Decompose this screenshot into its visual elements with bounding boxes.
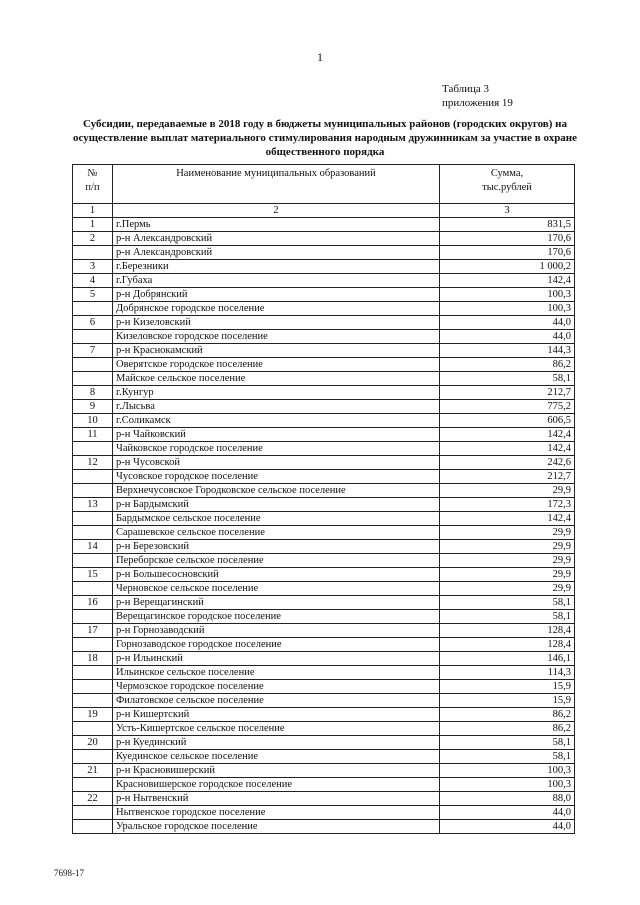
cell-number: 18 xyxy=(73,652,113,666)
cell-sum: 44,0 xyxy=(440,820,575,834)
table-row xyxy=(73,456,575,470)
cell-sum: 144,3 xyxy=(440,344,575,358)
table-row xyxy=(73,610,575,624)
cell-number xyxy=(73,610,113,624)
table-row xyxy=(73,512,575,526)
cell-number: 9 xyxy=(73,400,113,414)
cell-sum: 1 000,2 xyxy=(440,260,575,274)
cell-number: 11 xyxy=(73,428,113,442)
table-row xyxy=(73,680,575,694)
table-row xyxy=(73,708,575,722)
cell-name: Верещагинское городское поселение xyxy=(113,610,440,624)
cell-name: Кизеловское городское поселение xyxy=(113,330,440,344)
cell-number: 7 xyxy=(73,344,113,358)
cell-sum: 128,4 xyxy=(440,624,575,638)
footer-code: 7698-17 xyxy=(54,868,84,878)
cell-number: 14 xyxy=(73,540,113,554)
table-row xyxy=(73,652,575,666)
cell-name: Нытвенское городское поселение xyxy=(113,806,440,820)
cell-name: р-н Кизеловский xyxy=(113,316,440,330)
cell-name: Красновишерское городское поселение xyxy=(113,778,440,792)
cell-sum: 29,9 xyxy=(440,540,575,554)
cell-number: 4 xyxy=(73,274,113,288)
cell-name: г.Кунгур xyxy=(113,386,440,400)
table-row xyxy=(73,316,575,330)
cell-number: 5 xyxy=(73,288,113,302)
cell-name: Сарашевское сельское поселение xyxy=(113,526,440,540)
page-number: 1 xyxy=(317,50,323,64)
cell-sum: 100,3 xyxy=(440,288,575,302)
cell-name: р-н Горнозаводский xyxy=(113,624,440,638)
cell-name: Филатовское сельское поселение xyxy=(113,694,440,708)
cell-sum: 29,9 xyxy=(440,582,575,596)
cell-name: Горнозаводское городское поселение xyxy=(113,638,440,652)
cell-name: Чусовское городское поселение xyxy=(113,470,440,484)
cell-sum: 58,1 xyxy=(440,610,575,624)
cell-sum: 242,6 xyxy=(440,456,575,470)
table-row xyxy=(73,498,575,512)
cell-name: р-н Добрянский xyxy=(113,288,440,302)
cell-sum: 86,2 xyxy=(440,722,575,736)
table-row xyxy=(73,330,575,344)
cell-name: Куединское сельское поселение xyxy=(113,750,440,764)
cell-number xyxy=(73,372,113,386)
cell-name: Майское сельское поселение xyxy=(113,372,440,386)
cell-sum: 29,9 xyxy=(440,526,575,540)
cell-number: 17 xyxy=(73,624,113,638)
cell-number xyxy=(73,554,113,568)
table-row xyxy=(73,232,575,246)
cell-name: Переборское сельское поселение xyxy=(113,554,440,568)
table-row xyxy=(73,722,575,736)
cell-number: 6 xyxy=(73,316,113,330)
table-row xyxy=(73,764,575,778)
cell-number: 1 xyxy=(73,218,113,232)
cell-sum: 142,4 xyxy=(440,428,575,442)
cell-number xyxy=(73,484,113,498)
cell-sum: 44,0 xyxy=(440,806,575,820)
table-row xyxy=(73,274,575,288)
table-row xyxy=(73,246,575,260)
column-number: 1 xyxy=(73,204,113,218)
cell-name: р-н Нытвенский xyxy=(113,792,440,806)
cell-sum: 606,5 xyxy=(440,414,575,428)
cell-number xyxy=(73,680,113,694)
cell-sum: 212,7 xyxy=(440,470,575,484)
cell-number: 10 xyxy=(73,414,113,428)
cell-sum: 114,3 xyxy=(440,666,575,680)
cell-sum: 15,9 xyxy=(440,694,575,708)
cell-sum: 44,0 xyxy=(440,330,575,344)
column-number: 2 xyxy=(113,204,440,218)
cell-number: 12 xyxy=(73,456,113,470)
cell-sum: 212,7 xyxy=(440,386,575,400)
cell-number: 16 xyxy=(73,596,113,610)
cell-name: г.Соликамск xyxy=(113,414,440,428)
cell-number: 15 xyxy=(73,568,113,582)
table-row xyxy=(73,792,575,806)
cell-number xyxy=(73,442,113,456)
cell-number xyxy=(73,638,113,652)
cell-name: р-н Александровский xyxy=(113,232,440,246)
cell-sum: 29,9 xyxy=(440,568,575,582)
table-row xyxy=(73,526,575,540)
table-row xyxy=(73,260,575,274)
cell-sum: 775,2 xyxy=(440,400,575,414)
cell-number xyxy=(73,526,113,540)
column-number-row xyxy=(73,204,575,218)
cell-name: р-н Красновишерский xyxy=(113,764,440,778)
column-number: 3 xyxy=(440,204,575,218)
cell-sum: 29,9 xyxy=(440,484,575,498)
cell-sum: 86,2 xyxy=(440,708,575,722)
cell-number: 22 xyxy=(73,792,113,806)
cell-number: 2 xyxy=(73,232,113,246)
table-row xyxy=(73,218,575,232)
cell-sum: 44,0 xyxy=(440,316,575,330)
cell-sum: 128,4 xyxy=(440,638,575,652)
cell-sum: 170,6 xyxy=(440,232,575,246)
cell-name: Уральское городское поселение xyxy=(113,820,440,834)
cell-name: р-н Чайковский xyxy=(113,428,440,442)
cell-number xyxy=(73,302,113,316)
cell-name: г.Пермь xyxy=(113,218,440,232)
cell-number xyxy=(73,512,113,526)
cell-name: Черновское сельское поселение xyxy=(113,582,440,596)
table-row xyxy=(73,624,575,638)
cell-name: г.Губаха xyxy=(113,274,440,288)
table-row xyxy=(73,638,575,652)
cell-name: р-н Александровский xyxy=(113,246,440,260)
cell-name: р-н Большесосновский xyxy=(113,568,440,582)
cell-name: Верхнечусовское Городковское сельское поселение xyxy=(113,484,440,498)
subsidies-table xyxy=(72,164,575,834)
cell-sum: 146,1 xyxy=(440,652,575,666)
table-row xyxy=(73,750,575,764)
cell-number: 13 xyxy=(73,498,113,512)
cell-number xyxy=(73,330,113,344)
table-row xyxy=(73,470,575,484)
cell-sum: 58,1 xyxy=(440,596,575,610)
table-ref-line2: приложения 19 xyxy=(442,97,513,109)
cell-name: Чермозское городское поселение xyxy=(113,680,440,694)
cell-name: Оверятское городское поселение xyxy=(113,358,440,372)
cell-name: р-н Чусовской xyxy=(113,456,440,470)
table-row xyxy=(73,596,575,610)
cell-sum: 100,3 xyxy=(440,302,575,316)
table-row xyxy=(73,554,575,568)
cell-number xyxy=(73,778,113,792)
cell-sum: 58,1 xyxy=(440,750,575,764)
cell-number xyxy=(73,750,113,764)
header-name: Наименование муниципальных образований xyxy=(113,165,440,204)
header-sum: Сумма, тыс.рублей xyxy=(440,165,575,204)
cell-name: Ильинское сельское поселение xyxy=(113,666,440,680)
cell-name: р-н Бардымский xyxy=(113,498,440,512)
cell-number xyxy=(73,694,113,708)
table-row xyxy=(73,484,575,498)
cell-sum: 88,0 xyxy=(440,792,575,806)
cell-name: Бардымское сельское поселение xyxy=(113,512,440,526)
table-row xyxy=(73,288,575,302)
table-row xyxy=(73,428,575,442)
cell-number: 8 xyxy=(73,386,113,400)
cell-sum: 142,4 xyxy=(440,442,575,456)
cell-name: р-н Кишертский xyxy=(113,708,440,722)
table-row xyxy=(73,778,575,792)
cell-name: р-н Верещагинский xyxy=(113,596,440,610)
cell-name: р-н Краснокамский xyxy=(113,344,440,358)
cell-number: 3 xyxy=(73,260,113,274)
cell-sum: 100,3 xyxy=(440,764,575,778)
cell-name: Чайковское городское поселение xyxy=(113,442,440,456)
table-header-row xyxy=(73,165,575,204)
cell-name: г.Лысьва xyxy=(113,400,440,414)
table-row xyxy=(73,302,575,316)
table-reference xyxy=(442,82,513,110)
cell-number xyxy=(73,470,113,484)
cell-number: 21 xyxy=(73,764,113,778)
table-row xyxy=(73,694,575,708)
cell-number xyxy=(73,666,113,680)
cell-sum: 58,1 xyxy=(440,372,575,386)
cell-name: р-н Березовский xyxy=(113,540,440,554)
table-row xyxy=(73,358,575,372)
cell-number: 19 xyxy=(73,708,113,722)
table-row xyxy=(73,736,575,750)
cell-number xyxy=(73,358,113,372)
table-ref-line1: Таблица 3 xyxy=(442,83,490,95)
table-row xyxy=(73,372,575,386)
table-row xyxy=(73,414,575,428)
cell-number xyxy=(73,806,113,820)
cell-sum: 100,3 xyxy=(440,778,575,792)
cell-name: Усть-Кишертское сельское поселение xyxy=(113,722,440,736)
cell-sum: 142,4 xyxy=(440,512,575,526)
table-row xyxy=(73,386,575,400)
document-title: Субсидии, передаваемые в 2018 году в бюджеты муниципальных районов (городских округов) на осуществление выплат материального стимулирования народным дружинникам за участие в охране общественного порядка xyxy=(72,118,578,158)
cell-sum: 29,9 xyxy=(440,554,575,568)
cell-sum: 142,4 xyxy=(440,274,575,288)
cell-name: р-н Куединский xyxy=(113,736,440,750)
header-no: № п/п xyxy=(73,165,113,204)
table-row xyxy=(73,540,575,554)
cell-name: р-н Ильинский xyxy=(113,652,440,666)
cell-sum: 58,1 xyxy=(440,736,575,750)
table-row xyxy=(73,442,575,456)
cell-sum: 172,3 xyxy=(440,498,575,512)
cell-name: г.Березники xyxy=(113,260,440,274)
table-row xyxy=(73,806,575,820)
cell-number: 20 xyxy=(73,736,113,750)
cell-sum: 170,6 xyxy=(440,246,575,260)
cell-sum: 86,2 xyxy=(440,358,575,372)
cell-number xyxy=(73,722,113,736)
cell-name: Добрянское городское поселение xyxy=(113,302,440,316)
cell-number xyxy=(73,582,113,596)
table-row xyxy=(73,344,575,358)
cell-number xyxy=(73,246,113,260)
cell-sum: 15,9 xyxy=(440,680,575,694)
table-row xyxy=(73,666,575,680)
table-row xyxy=(73,568,575,582)
table-row xyxy=(73,582,575,596)
table-row xyxy=(73,820,575,834)
cell-number xyxy=(73,820,113,834)
table-row xyxy=(73,400,575,414)
cell-sum: 831,5 xyxy=(440,218,575,232)
